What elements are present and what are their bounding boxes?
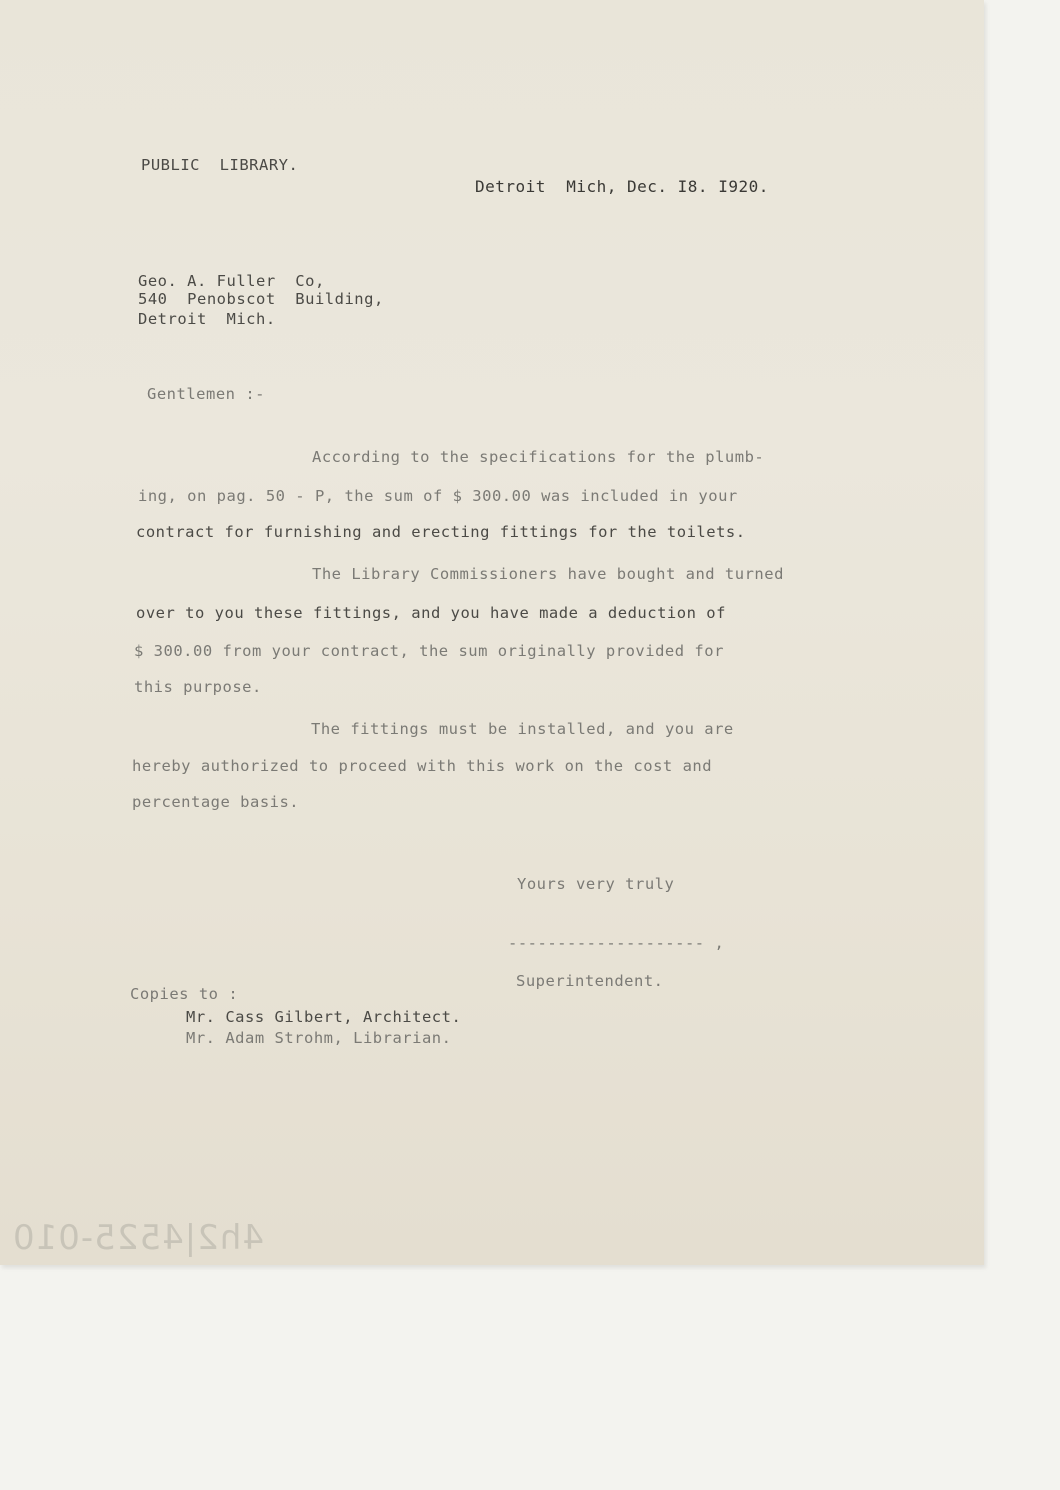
paragraph-line: The Library Commissioners have bought and turned — [312, 565, 784, 583]
paragraph-line: $ 300.00 from your contract, the sum originally provided for — [134, 642, 724, 660]
letterhead-org: PUBLIC LIBRARY. — [141, 156, 299, 174]
paragraph-line: hereby authorized to proceed with this work on the cost and — [132, 757, 713, 775]
copies-recipient: Mr. Adam Strohm, Librarian. — [186, 1029, 452, 1047]
recipient-line-2: 540 Penobscot Building, — [138, 290, 384, 308]
paragraph-line: According to the specifications for the plumb- — [312, 448, 765, 466]
paragraph-line: this purpose. — [134, 678, 262, 696]
paragraph-line: percentage basis. — [132, 793, 300, 811]
closing: Yours very truly — [517, 875, 675, 893]
copies-recipient: Mr. Cass Gilbert, Architect. — [186, 1008, 462, 1026]
paragraph-line: ing, on pag. 50 - P, the sum of $ 300.00 was included in your — [138, 487, 738, 505]
dateline: Detroit Mich, Dec. I8. I920. — [475, 177, 769, 196]
signature-line: -------------------- , — [508, 934, 725, 952]
recipient-line-1: Geo. A. Fuller Co, — [138, 272, 325, 290]
paragraph-line: contract for furnishing and erecting fittings for the toilets. — [136, 523, 746, 541]
paragraph-line: The fittings must be installed, and you are — [311, 720, 734, 738]
salutation: Gentlemen :- — [147, 385, 265, 403]
paragraph-line: over to you these fittings, and you have made a deduction of — [136, 604, 726, 622]
copies-label: Copies to : — [130, 985, 239, 1003]
recipient-line-3: Detroit Mich. — [138, 310, 276, 328]
signer-title: Superintendent. — [516, 972, 664, 990]
archive-stamp: 4h2|4525-010 — [12, 1218, 264, 1258]
